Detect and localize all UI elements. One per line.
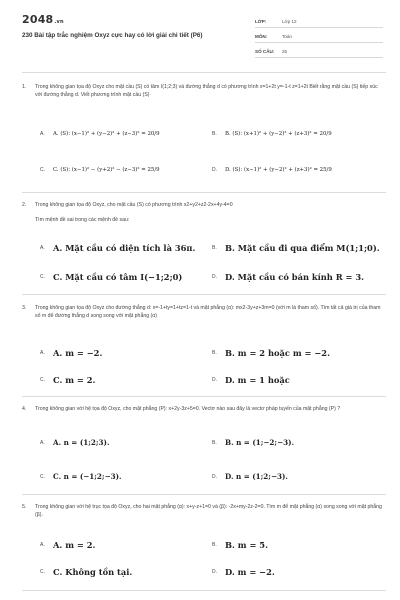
option-letter: B. xyxy=(212,542,217,548)
option-letter: D. xyxy=(212,167,217,173)
option-letter: A. xyxy=(40,350,45,356)
option-4c[interactable] xyxy=(40,472,122,481)
option-letter: B. xyxy=(212,439,217,446)
divider xyxy=(22,192,386,193)
option-text: C. Mặt cầu có tâm I(−1;2;0) xyxy=(53,272,183,282)
option-letter: B. xyxy=(212,131,217,137)
option-text: B. m = 2 hoặc m = −2. xyxy=(225,348,330,358)
option-text: B. n = (1;−2;−3). xyxy=(225,438,294,447)
question-text: Trong không gian tọa độ Oxyz cho mặt cầu (S) có tâm I(1;2;3) và đường thẳng d có phương trình x=1+2t y=-1-t z=1+2t Biết rằng mặt cầu (S) tiếp xúc với đường thẳng d. Viết phương trình mặt cầu (S) xyxy=(35,84,378,99)
option-2d[interactable] xyxy=(212,272,364,282)
option-3c[interactable] xyxy=(40,375,95,385)
option-text: A. Mặt cầu có diện tích là 36π. xyxy=(53,243,196,253)
option-letter: C. xyxy=(40,274,45,280)
question-text: Trong không gian với hệ trục tọa độ Oxyz, cho hai mặt phẳng (α): x+y-z+1=0 và (β): -2x+my-2z-2=0. Tìm m để mặt phẳng (α) song song với mặt phẳng (β). xyxy=(35,504,382,519)
option-letter: A. xyxy=(40,439,45,446)
document-header xyxy=(0,0,400,66)
meta-label-count: SỐ CÂU: xyxy=(255,49,275,54)
option-2a[interactable] xyxy=(40,243,195,253)
option-letter: B. xyxy=(212,350,217,356)
question-4 xyxy=(22,405,386,413)
option-5b[interactable] xyxy=(212,540,268,550)
option-letter: A. xyxy=(40,542,45,548)
question-number: 3. xyxy=(22,305,27,311)
option-4a[interactable] xyxy=(40,438,109,447)
question-text: Trong không gian tọa độ Oxyz, cho mặt cầu (S) có phương trình x2+y2+z2-2x+4y-4=0 xyxy=(35,202,233,208)
question-3 xyxy=(22,304,386,321)
logo-suffix: .vn xyxy=(54,19,64,25)
option-text: A. (S): (x−1)² + (y−2)² + (z−3)² = 20/9 xyxy=(53,131,160,137)
option-text: C. (S): (x−1)² − (y+2)² − (z−3)² = 25/9 xyxy=(53,167,160,173)
meta-row-class xyxy=(255,13,383,28)
meta-row-subject xyxy=(255,28,383,43)
option-3d[interactable] xyxy=(212,375,290,385)
option-text: A. n = (1;2;3). xyxy=(53,438,110,447)
option-2c[interactable] xyxy=(40,272,182,282)
option-text: D. (S): (x−1)² + (y−2)² + (z+3)² = 25/9 xyxy=(225,167,332,173)
option-letter: D. xyxy=(212,274,217,280)
meta-label-subject: MÔN: xyxy=(255,34,268,39)
question-2 xyxy=(22,201,386,225)
option-text: B. m = 5. xyxy=(225,540,268,550)
option-4d[interactable] xyxy=(212,472,288,481)
option-text: A. m = 2. xyxy=(53,540,96,550)
meta-row-count xyxy=(255,43,383,58)
option-letter: A. xyxy=(40,131,45,137)
option-text: D. n = (1;2;−3). xyxy=(225,472,288,481)
option-1d[interactable] xyxy=(212,167,332,173)
divider xyxy=(22,294,386,295)
option-text: B. (S): (x+1)² + (y−2)² + (z+3)² = 20/9 xyxy=(225,131,332,137)
option-text: D. m = −2. xyxy=(225,567,275,577)
question-number: 4. xyxy=(22,406,27,412)
question-5 xyxy=(22,503,386,520)
logo-text: 2048 xyxy=(22,13,54,26)
option-text: C. n = (−1;2;−3). xyxy=(53,472,122,481)
question-text: Trong không gian với hệ tọa độ Oxyz, cho mặt phẳng (P): x+2y-3z+5=0. Vectơ nào sau đây là vectơ pháp tuyến của mặt phẳng (P) ? xyxy=(35,406,341,412)
question-number: 2. xyxy=(22,202,27,208)
option-3a[interactable] xyxy=(40,348,102,358)
divider xyxy=(22,396,386,397)
document-meta xyxy=(255,13,383,58)
meta-label-class: LỚP: xyxy=(255,19,267,24)
option-letter: B. xyxy=(212,245,217,251)
option-letter: A. xyxy=(40,245,45,251)
option-text: C. Không tồn tại. xyxy=(53,567,133,577)
option-1b[interactable] xyxy=(212,131,332,137)
option-letter: D. xyxy=(212,377,217,383)
option-text: A. m = −2. xyxy=(53,348,103,358)
question-number: 5. xyxy=(22,504,27,510)
question-number: 1. xyxy=(22,84,27,90)
meta-value-class: Lớp 12 xyxy=(282,19,297,24)
option-5c[interactable] xyxy=(40,567,132,577)
option-letter: D. xyxy=(212,569,217,575)
option-5d[interactable] xyxy=(212,567,275,577)
option-2b[interactable] xyxy=(212,243,380,253)
meta-value-subject: Toán xyxy=(282,34,292,39)
option-text: B. Mặt cầu đi qua điểm M(1;1;0). xyxy=(225,243,380,253)
option-text: C. m = 2. xyxy=(53,375,96,385)
divider xyxy=(22,590,386,591)
question-text: Trong không gian tọa độ Oxyz cho đường thẳng d: x=-1+ty=1+tz=1-t và mặt phẳng (α): mx2-3y+z+3m=0 (với m là tham số). Tìm tất cả giá trị của tham số m để đường thẳng d song song với mặt phẳng (α) xyxy=(35,305,381,320)
option-letter: C. xyxy=(40,473,45,480)
option-letter: D. xyxy=(212,473,217,480)
option-letter: C. xyxy=(40,569,45,575)
meta-value-count: 25 xyxy=(282,49,288,54)
divider xyxy=(22,494,386,495)
question-1 xyxy=(22,83,386,100)
option-3b[interactable] xyxy=(212,348,330,358)
site-logo[interactable] xyxy=(22,13,64,26)
option-letter: C. xyxy=(40,167,45,173)
divider xyxy=(22,72,386,73)
option-text: D. Mặt cầu có bán kính R = 3. xyxy=(225,272,365,282)
option-text: D. m = 1 hoặc xyxy=(225,375,290,385)
question-instruction: Tìm mệnh đề sai trong các mệnh đề sau: xyxy=(35,217,130,224)
document-title: 230 Bài tập trắc nghiệm Oxyz cực hay có lời giải chi tiết (P6) xyxy=(22,32,203,39)
option-5a[interactable] xyxy=(40,540,95,550)
option-4b[interactable] xyxy=(212,438,294,447)
option-letter: C. xyxy=(40,377,45,383)
option-1a[interactable] xyxy=(40,131,160,137)
option-1c[interactable] xyxy=(40,167,160,173)
